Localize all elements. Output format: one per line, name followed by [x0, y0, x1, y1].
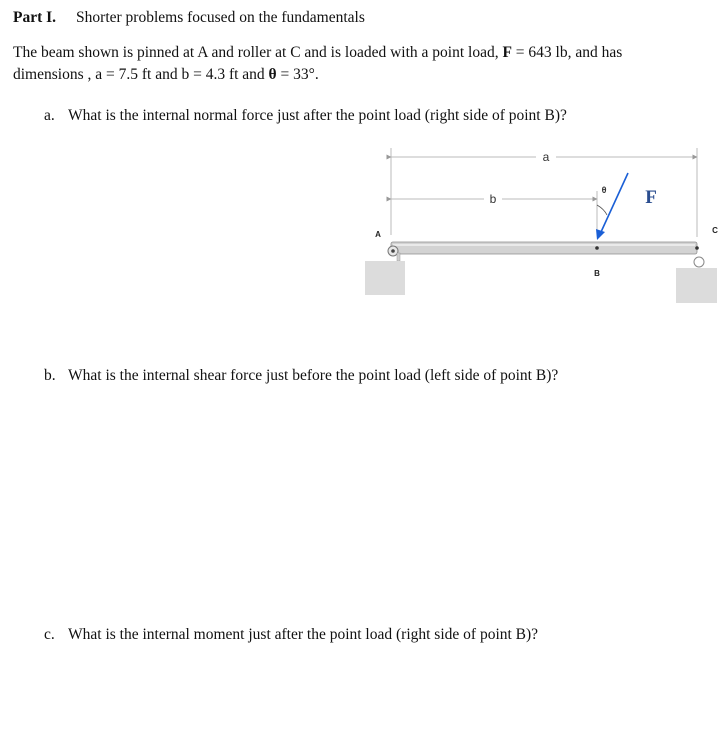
- dimension-b-label: b: [489, 192, 497, 206]
- dimension-a-label: a: [542, 150, 550, 164]
- problem-line-1-value: = 643 lb, and has: [511, 44, 623, 61]
- beam-diagram-svg: [360, 145, 727, 305]
- roller-c: [694, 257, 704, 267]
- part-label: Part I.: [13, 9, 57, 26]
- theta-label: θ: [601, 185, 607, 195]
- force-symbol: F: [502, 44, 512, 61]
- question-c: [44, 626, 538, 644]
- question-b: [44, 367, 558, 385]
- force-arrow: [601, 173, 628, 232]
- part-heading: [13, 9, 365, 27]
- beam: [391, 242, 697, 254]
- problem-line-2-value: = 33°.: [276, 66, 319, 83]
- pin-a-center: [391, 249, 395, 253]
- force-label: F: [645, 187, 657, 208]
- problem-statement: [13, 42, 693, 86]
- point-b-dot: [595, 246, 599, 250]
- point-b-label: B: [594, 269, 600, 278]
- point-a-label: A: [375, 230, 381, 239]
- theta-symbol: θ: [268, 66, 277, 83]
- question-c-number: c.: [44, 626, 55, 643]
- problem-line-2: [13, 64, 693, 86]
- support-a: [365, 261, 405, 295]
- question-a-text: What is the internal normal force just after the point load (right side of point B)?: [68, 107, 567, 124]
- pin-a-bracket: [397, 253, 400, 261]
- part-title: Shorter problems focused on the fundamentals: [76, 9, 365, 26]
- problem-line-2-text: dimensions , a = 7.5 ft and b = 4.3 ft and: [13, 66, 269, 83]
- beam-diagram: [360, 145, 727, 305]
- point-c-label: C: [712, 226, 718, 235]
- point-c-dot: [695, 246, 699, 250]
- question-c-text: What is the internal moment just after the point load (right side of point B)?: [68, 626, 539, 643]
- problem-line-1-text: The beam shown is pinned at A and roller at C and is loaded with a point load,: [13, 44, 503, 61]
- question-b-number: b.: [44, 367, 56, 384]
- support-c: [676, 268, 717, 303]
- force-arrowhead: [596, 229, 605, 240]
- question-a-number: a.: [44, 107, 55, 124]
- question-b-text: What is the internal shear force just before the point load (left side of point B)?: [68, 367, 559, 384]
- problem-line-1: [13, 42, 693, 64]
- question-a: [44, 107, 567, 125]
- theta-arc: [597, 205, 607, 215]
